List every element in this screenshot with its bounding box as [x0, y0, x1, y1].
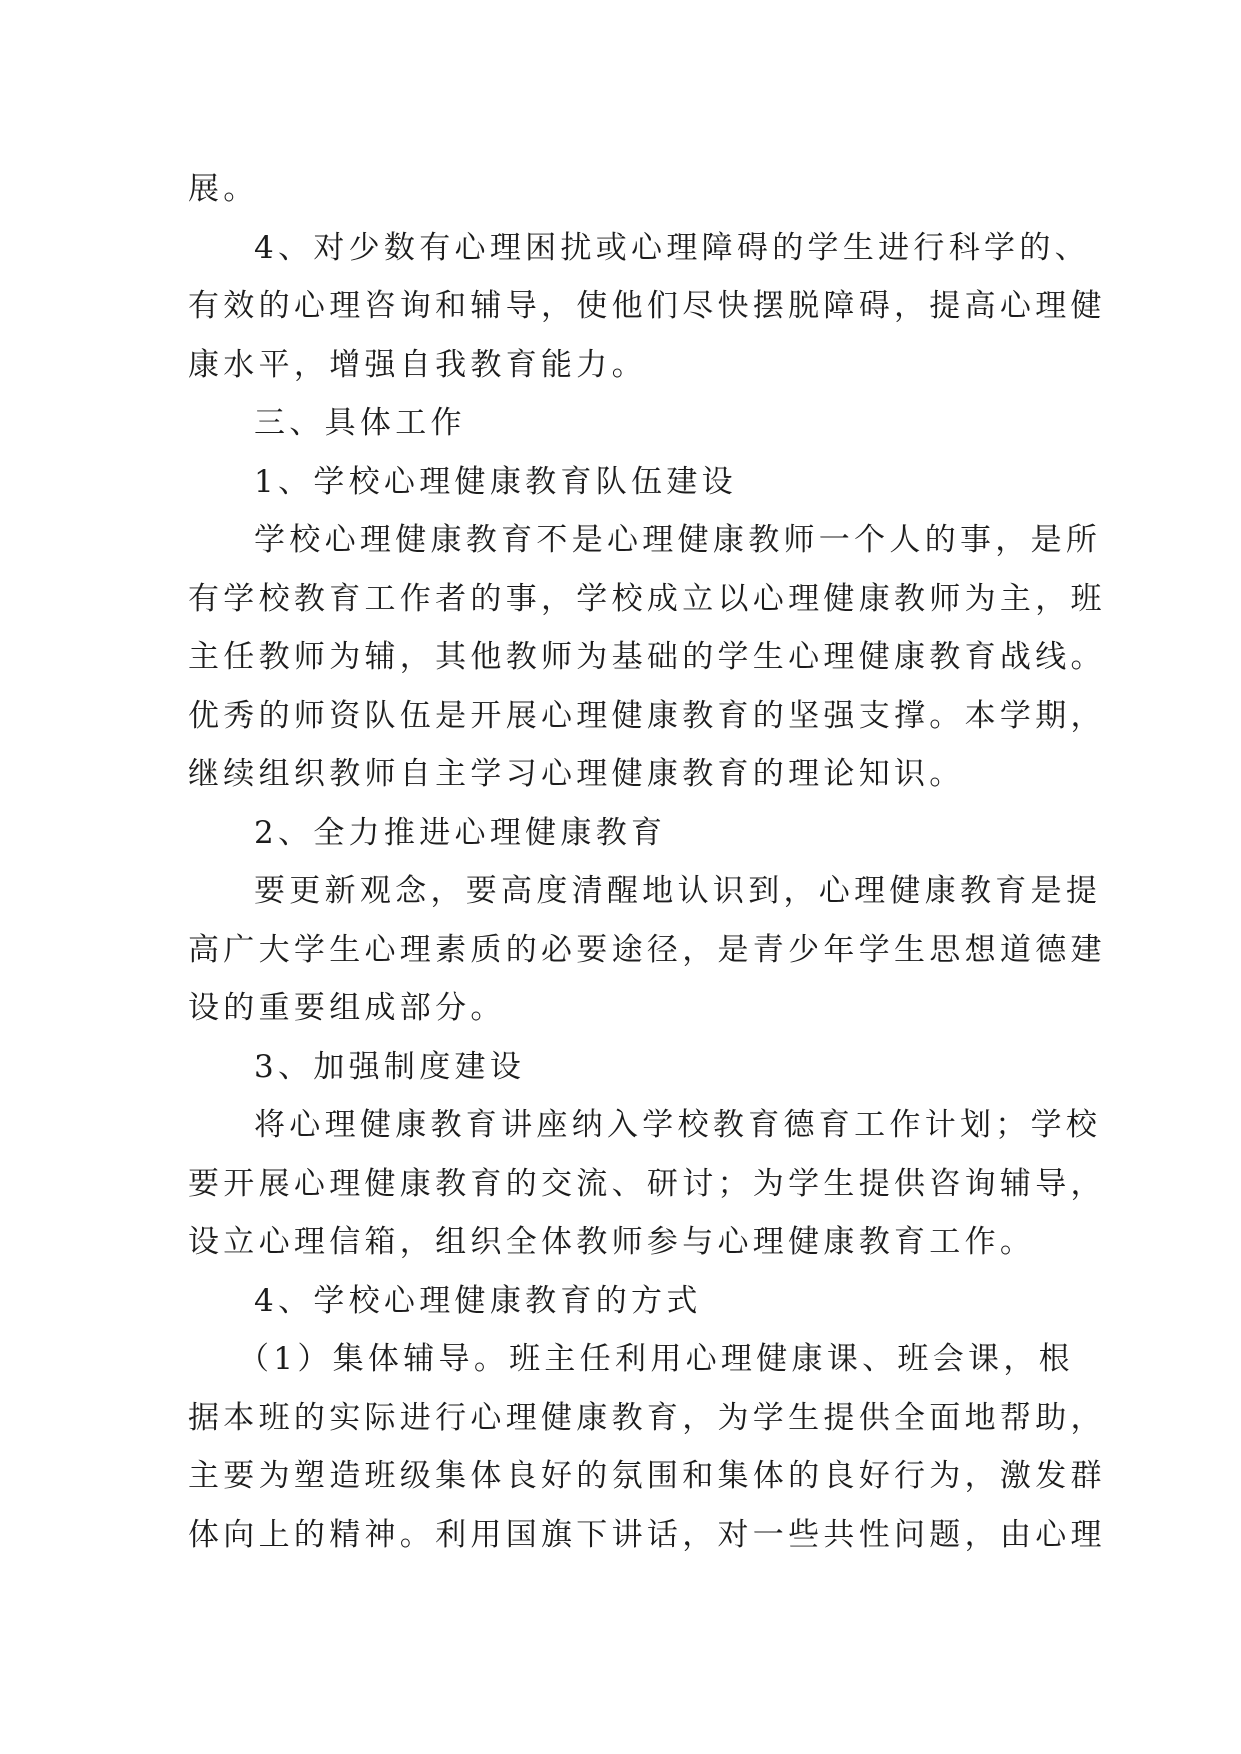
text-line: 要更新观念，要高度清醒地认识到，心理健康教育是提 — [254, 873, 1102, 909]
section-heading: 三、具体工作 — [254, 405, 466, 441]
text-line: 体向上的精神。利用国旗下讲话，对一些共性问题，由心理 — [188, 1516, 1106, 1553]
text-line: 4、对少数有心理困扰或心理障碍的学生进行科学的、 — [254, 229, 1090, 266]
text-line: 要开展心理健康教育的交流、研讨；为学生提供咨询辅导， — [188, 1165, 1106, 1202]
text-line: 主要为塑造班级集体良好的氛围和集体的良好行为，激发群 — [188, 1458, 1106, 1494]
text-line: 继续组织教师自主学习心理健康教育的理论知识。 — [188, 756, 965, 792]
text-line: 展。 — [188, 171, 259, 207]
text-line: 设的重要组成部分。 — [188, 990, 506, 1026]
subsection-heading: 4、学校心理健康教育的方式 — [254, 1282, 702, 1319]
subsection-heading: 1、学校心理健康教育队伍建设 — [254, 463, 737, 500]
text-line: 据本班的实际进行心理健康教育，为学生提供全面地帮助， — [188, 1399, 1106, 1436]
text-line: 主任教师为辅，其他教师为基础的学生心理健康教育战线。 — [188, 639, 1106, 675]
subsection-heading: 2、全力推进心理健康教育 — [254, 814, 667, 851]
text-line: 优秀的师资队伍是开展心理健康教育的坚强支撑。本学期， — [188, 697, 1106, 734]
text-line: （1）集体辅导。班主任利用心理健康课、班会课，根 — [238, 1341, 1074, 1377]
document-body — [188, 160, 1106, 1564]
text-line: 有学校教育工作者的事，学校成立以心理健康教师为主，班 — [188, 580, 1106, 617]
text-line: 高广大学生心理素质的必要途径，是青少年学生思想道德建 — [188, 931, 1106, 968]
text-line: 将心理健康教育讲座纳入学校教育德育工作计划；学校 — [254, 1107, 1102, 1143]
subsection-heading: 3、加强制度建设 — [254, 1048, 526, 1085]
text-line: 有效的心理咨询和辅导，使他们尽快摆脱障碍，提高心理健 — [188, 288, 1106, 324]
text-line: 设立心理信箱，组织全体教师参与心理健康教育工作。 — [188, 1224, 1036, 1260]
text-line: 学校心理健康教育不是心理健康教师一个人的事，是所 — [254, 522, 1102, 558]
text-line: 康水平，增强自我教育能力。 — [188, 346, 647, 383]
